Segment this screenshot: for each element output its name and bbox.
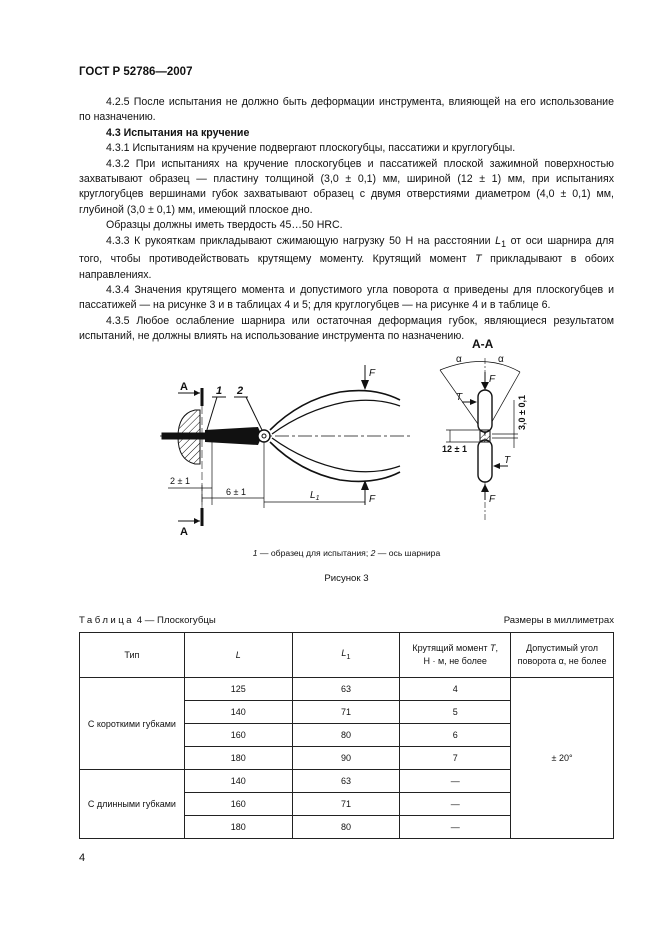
header-L: L <box>184 633 292 678</box>
table-units: Размеры в миллиметрах <box>503 615 614 626</box>
table-header-row <box>80 633 614 678</box>
section-force-top: F <box>489 374 496 385</box>
figure-caption: 1 — образец для испытания; 2 — ось шарнира <box>252 548 441 558</box>
cell-L1: 80 <box>292 724 400 747</box>
lower-handle-inner <box>272 438 400 472</box>
paragraph-4-3-1: 4.3.1 Испытаниям на кручение подвергают плоскогубцы, пассатижи и круглогубцы. <box>106 142 516 155</box>
dim-3: 3,0 ± 0,1 <box>517 395 527 430</box>
cell-L1: 90 <box>292 747 400 770</box>
cell-L: 125 <box>184 678 292 701</box>
cell-L: 180 <box>184 816 292 839</box>
torque-label-right: T <box>504 455 511 466</box>
pliers-jaws <box>205 427 262 445</box>
cell-L: 160 <box>184 724 292 747</box>
cell-L: 140 <box>184 770 292 793</box>
page-number: 4 <box>79 852 86 864</box>
specimen-section <box>480 430 490 442</box>
document-number: ГОСТ Р 52786—2007 <box>79 66 193 78</box>
cell-torque: 4 <box>400 678 511 701</box>
figure-label: Рисунок 3 <box>324 573 369 584</box>
section-heading-4-3: 4.3 Испытания на кручение <box>106 126 250 139</box>
paragraph-4-2-5: 4.2.5 После испытания не должно быть деформации инструмента, влияющей на его использование по назначению. <box>79 96 614 124</box>
cell-L1: 80 <box>292 816 400 839</box>
paragraph-4-3-4: 4.3.4 Значения крутящего момента и допустимого угла поворота α приведены для плоскогубцев и пассатижей — на рисунке 3 и в таблицах 4 и 5; для круглогубцев — на рисунке 4 и в таблице 6. <box>79 283 614 312</box>
body-text <box>79 95 614 345</box>
torque-arrow-right <box>493 463 500 469</box>
jaw-upper-section <box>478 390 492 432</box>
cell-torque: 6 <box>400 724 511 747</box>
upper-handle-inner <box>272 400 400 434</box>
cut-label-bottom: А <box>180 526 188 538</box>
cell-L: 140 <box>184 701 292 724</box>
cell-torque: — <box>400 793 511 816</box>
dim-12: 12 ± 1 <box>442 444 467 454</box>
jaw-lower-section <box>478 440 492 482</box>
table-caption: Таблица 4 — Плоскогубцы <box>79 615 216 626</box>
torque-label-left: T <box>456 392 463 403</box>
cell-torque: — <box>400 816 511 839</box>
alpha-right: α <box>498 354 504 365</box>
force-arrow-top <box>361 380 369 390</box>
cell-torque: 5 <box>400 701 511 724</box>
header-L1: $L_1$ <box>292 633 400 678</box>
lower-handle <box>270 442 400 481</box>
dim-L1: $L_1$ <box>310 490 320 502</box>
hinge-circle <box>258 430 270 442</box>
paragraph-4-3-2: 4.3.2 При испытаниях на кручение плоскогубцев и пассатижей плоской зажимной поверхностью захватывают образец — пластину толщиной (3,0 ± 0,1) мм, шириной (12 ± 1) мм, при испытаниях круглогубцев вершинами губок захватывают образец с двумя отверстиями диаметром (4,0 ± 0,1) мм, глубиной (3,0 ± 0,1) мм, имеющий плоское дно. <box>79 157 614 216</box>
angle-arc <box>440 361 520 372</box>
section-label: А-А <box>472 337 494 351</box>
group-short-jaws: С короткими губками <box>80 678 185 770</box>
cell-L: 180 <box>184 747 292 770</box>
cell-L: 160 <box>184 793 292 816</box>
force-label-bottom: F <box>369 494 376 505</box>
header-angle: Допустимый угол поворота α, не более <box>511 633 614 678</box>
paragraph-hardness: Образцы должны иметь твердость 45…50 HRC. <box>106 219 343 232</box>
torque-arrow-left <box>470 399 477 405</box>
callout-1: 1 <box>216 385 223 397</box>
cut-label-top: А <box>180 381 188 393</box>
figure-3-drawing <box>150 330 550 540</box>
table-row <box>80 678 614 701</box>
cell-torque: 7 <box>400 747 511 770</box>
alpha-left: α <box>456 354 462 365</box>
header-type: Тип <box>80 633 185 678</box>
group-long-jaws: С длинными губками <box>80 770 185 839</box>
callout-2: 2 <box>237 385 244 397</box>
dim-6: 6 ± 1 <box>226 487 246 497</box>
cell-L1: 71 <box>292 793 400 816</box>
header-torque: Крутящий момент T, Н · м, не более <box>400 633 511 678</box>
table-4-pliers <box>79 632 614 839</box>
cell-L1: 63 <box>292 770 400 793</box>
paragraph-4-3-5: 4.3.5 Любое ослабление шарнира или остаточная деформация губок, являющиеся результатом испытаний, не должны влиять на использование инструмента по назначению. <box>79 314 614 343</box>
upper-handle <box>270 391 400 430</box>
cell-L1: 63 <box>292 678 400 701</box>
specimen <box>162 433 212 439</box>
dim-2: 2 ± 1 <box>170 476 190 486</box>
force-label-top: F <box>369 368 376 379</box>
cell-L1: 71 <box>292 701 400 724</box>
paragraph-4-3-3: 4.3.3 К рукояткам прикладывают сжимающую нагрузку 50 Н на расстоянии $L_1$ от оси шарнира для того, чтобы противодействовать крутящему моменту. Крутящий момент T прикладывают в обоих направлениях. <box>79 234 614 281</box>
section-force-bottom: F <box>489 494 496 505</box>
cell-angle: ± 20° <box>511 678 614 839</box>
cell-torque: — <box>400 770 511 793</box>
